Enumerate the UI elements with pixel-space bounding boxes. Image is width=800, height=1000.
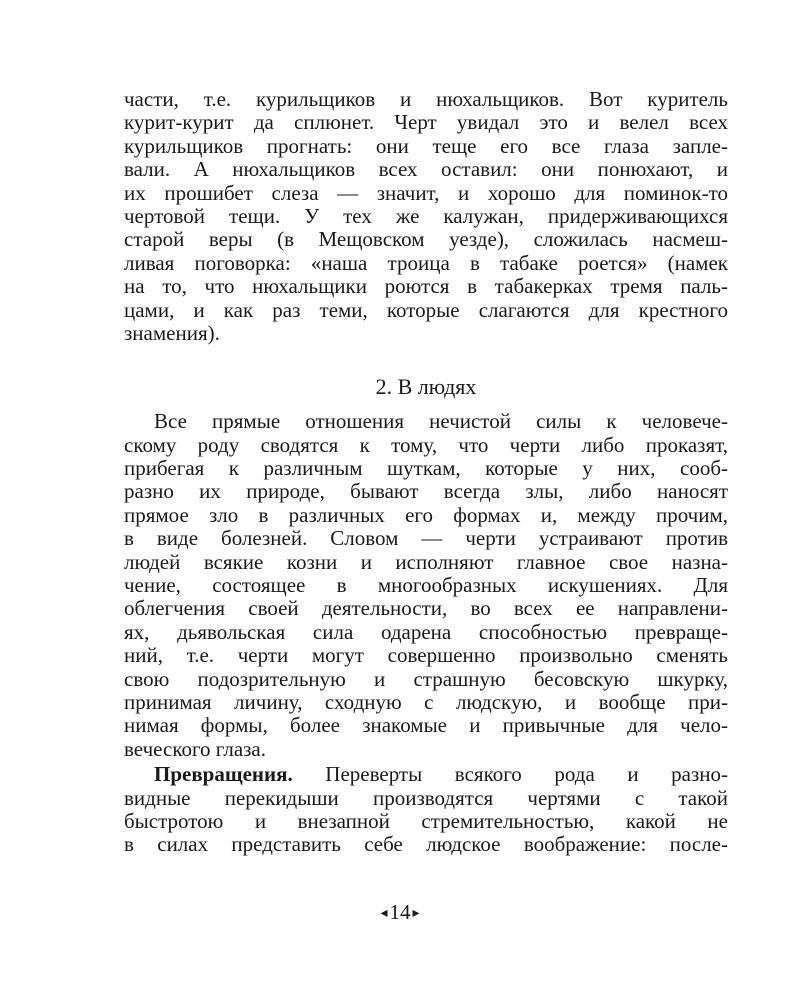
text-line: вали. А нюхальщиков всех оставил: они понюхают, и [124, 157, 728, 182]
text-line: принимая личину, сходную с людскую, и вообще при- [124, 689, 728, 714]
text-line: чертовой тещи. У тех же калужан, придерживающихся [124, 203, 728, 228]
text-line: свою подозрительную и страшную бесовскую шкурку, [124, 666, 728, 691]
text-line: цами, и как раз теми, которые слагаются для крестного [124, 297, 728, 322]
text-line: ний, т.е. черти могут совершенно произвольно сменять [124, 643, 728, 668]
paragraph-transformations [124, 763, 728, 857]
text-line-with-run-in [124, 763, 728, 786]
text-line: прибегая к различным шуткам, которые у них, сооб- [124, 456, 728, 481]
text-line: в силах представить себе людское воображение: после- [124, 832, 728, 857]
text-line: знамения). [124, 320, 220, 345]
text-line: части, т.е. курильщиков и нюхальщиков. Вот куритель [124, 87, 728, 111]
text-line: разно их природе, бывают всегда злы, либо наносят [124, 479, 728, 504]
text-line: ливая поговорка: «наша троица в табаке роется» (намек [124, 250, 728, 275]
text-line: быстротою и внезапной стремительностью, какой не [124, 808, 728, 833]
ornament-right-icon: ▸ [412, 906, 420, 921]
text-line: веческого глаза. [124, 736, 267, 761]
page-number: 14 [389, 900, 411, 924]
run-in-heading: Превращения. [154, 762, 293, 787]
book-page-body [124, 88, 728, 857]
text-line: в виде болезней. Словом — черти устраивают против [124, 526, 728, 551]
ornament-left-icon: ◂ [380, 906, 388, 921]
text-line: старой веры (в Мещовском уезде), сложилась насмеш- [124, 227, 728, 252]
text-line: облегчения своей деятельности, во всех ее направлени- [124, 596, 728, 621]
text-line: на то, что нюхальщики роются в табакерках тремя паль- [124, 274, 728, 299]
text-line: скому роду сводятся к тому, что черти либо проказят, [124, 432, 728, 457]
text-line: людей всякие козни и исполняют главное свое назна- [124, 549, 728, 574]
text-line: курильщиков прогнать: они теще его все глаза запле- [124, 133, 728, 158]
text-line: курит-курит да сплюнет. Черт увидал это и велел всех [124, 110, 728, 135]
section-heading: 2. В людях [375, 374, 477, 400]
paragraph-continued [124, 88, 728, 345]
page-number-footer [0, 900, 800, 926]
text-line: прямое зло в различных его формах и, между прочим, [124, 502, 728, 527]
text-line: их прошибет слеза — значит, и хорошо для поминок-то [124, 180, 728, 205]
text-line: видные перекидыши производятся чертями с такой [124, 785, 728, 810]
text-line: ях, дьявольская сила одарена способностью превраще- [124, 619, 728, 644]
text-line: нимая формы, более знакомые и привычные для чело- [124, 713, 728, 738]
text-line: чение, состоящее в многообразных искушениях. Для [124, 573, 728, 598]
text-line: Все прямые отношения нечистой силы к человече- [154, 409, 728, 434]
text-fragment: Переверты всякого рода и разно- [292, 762, 728, 787]
paragraph-main [124, 410, 728, 761]
